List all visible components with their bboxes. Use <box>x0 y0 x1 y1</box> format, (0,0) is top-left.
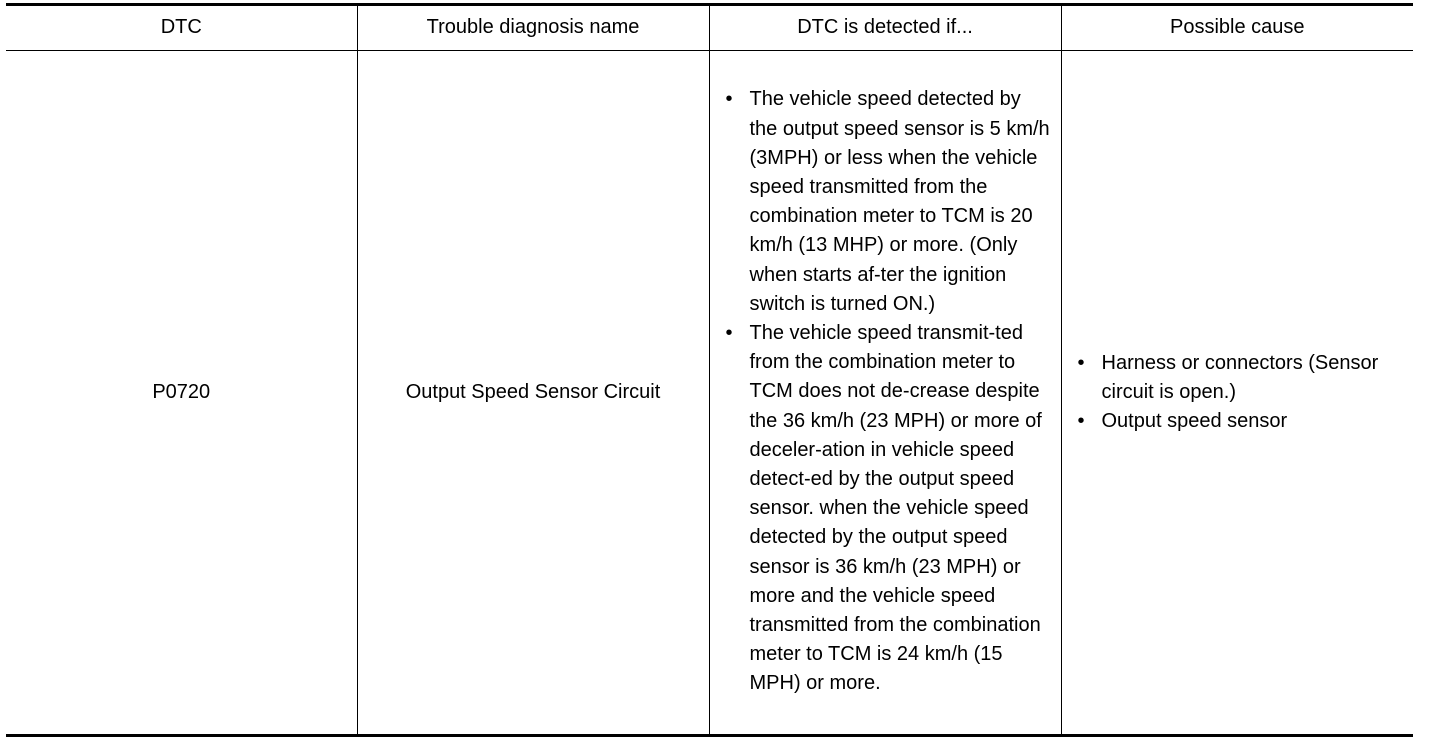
possible-cause-item: • Harness or connectors (Sensor circuit is open.) <box>1102 349 1406 407</box>
header-dtc: DTC <box>6 5 357 51</box>
detection-condition-item: • The vehicle speed detected by the output speed sensor is 5 km/h (3MPH) or less when the vehicle speed transmitted from the combination meter to TCM is 20 km/h (13 MHP) or more. (Only when starts af-ter the ignition switch is turned ON.) <box>750 85 1051 319</box>
cell-trouble-diagnosis-name: Output Speed Sensor Circuit <box>357 51 709 736</box>
header-dtc-detected-if: DTC is detected if... <box>709 5 1061 51</box>
cell-dtc-code: P0720 <box>6 51 357 736</box>
table-row <box>6 51 1413 736</box>
detection-condition-item: • The vehicle speed transmit-ted from the combination meter to TCM does not de-crease despite the 36 km/h (23 MPH) or more of deceler-ation in vehicle speed detect-ed by the output speed sensor. when the vehicle speed detected by the output speed sensor is 36 km/h (23 MPH) or more and the vehicle speed transmitted from the combination meter to TCM is 24 km/h (15 MPH) or more. <box>750 319 1051 699</box>
header-trouble-diagnosis-name: Trouble diagnosis name <box>357 5 709 51</box>
detection-condition-list <box>750 83 1051 701</box>
possible-cause-item: • Output speed sensor <box>1102 407 1406 436</box>
header-possible-cause: Possible cause <box>1061 5 1413 51</box>
header-row <box>6 5 1413 51</box>
dtc-table <box>6 3 1413 737</box>
cell-possible-causes <box>1061 51 1413 736</box>
cell-detection-conditions <box>709 51 1061 736</box>
possible-cause-list <box>1102 349 1406 437</box>
